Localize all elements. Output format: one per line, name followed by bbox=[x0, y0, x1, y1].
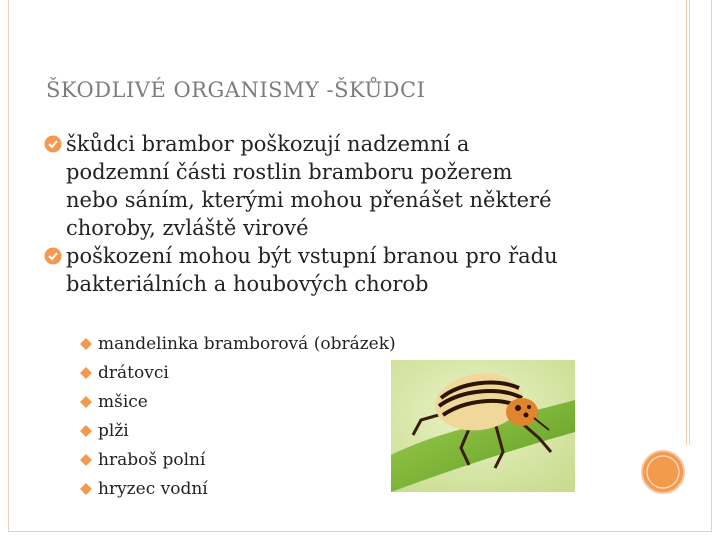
bullet-line: poškození mohou být vstupní branou pro řadu bbox=[66, 244, 558, 268]
bullet-marker-icon bbox=[44, 247, 62, 265]
beetle-photo bbox=[391, 360, 575, 492]
sub-bullet-text: drátovci bbox=[98, 363, 169, 383]
bullet-item bbox=[44, 130, 644, 242]
diamond-bullet-icon bbox=[80, 367, 92, 379]
diamond-bullet-icon bbox=[80, 454, 92, 466]
bullet-item bbox=[44, 242, 644, 298]
slide-title: ŠKODLIVÉ ORGANISMY -ŠKŮDCI bbox=[46, 78, 426, 102]
sub-bullet-item bbox=[80, 330, 480, 359]
bullet-line: bakteriálních a houbových chorob bbox=[66, 272, 429, 296]
bullet-line: škůdci brambor poškozují nadzemní a bbox=[66, 132, 470, 156]
sub-bullet-text: hryzec vodní bbox=[98, 479, 208, 499]
diamond-bullet-icon bbox=[80, 425, 92, 437]
bullet-list bbox=[44, 130, 644, 298]
diamond-bullet-icon bbox=[80, 483, 92, 495]
bullet-marker-icon bbox=[44, 135, 62, 153]
bullet-line: choroby, zvláště virové bbox=[66, 216, 309, 240]
orange-circle-icon bbox=[640, 449, 686, 495]
bullet-line: nebo sáním, kterými mohou přenášet některé bbox=[66, 188, 552, 212]
sub-bullet-text: mšice bbox=[98, 392, 148, 412]
sub-bullet-text: plži bbox=[98, 421, 129, 441]
diamond-bullet-icon bbox=[80, 396, 92, 408]
diamond-bullet-icon bbox=[80, 338, 92, 350]
sub-bullet-text: mandelinka bramborová (obrázek) bbox=[98, 334, 396, 354]
sub-bullet-text: hraboš polní bbox=[98, 450, 206, 470]
slide-right-rule bbox=[686, 0, 690, 445]
bullet-line: podzemní části rostlin bramboru požerem bbox=[66, 160, 513, 184]
